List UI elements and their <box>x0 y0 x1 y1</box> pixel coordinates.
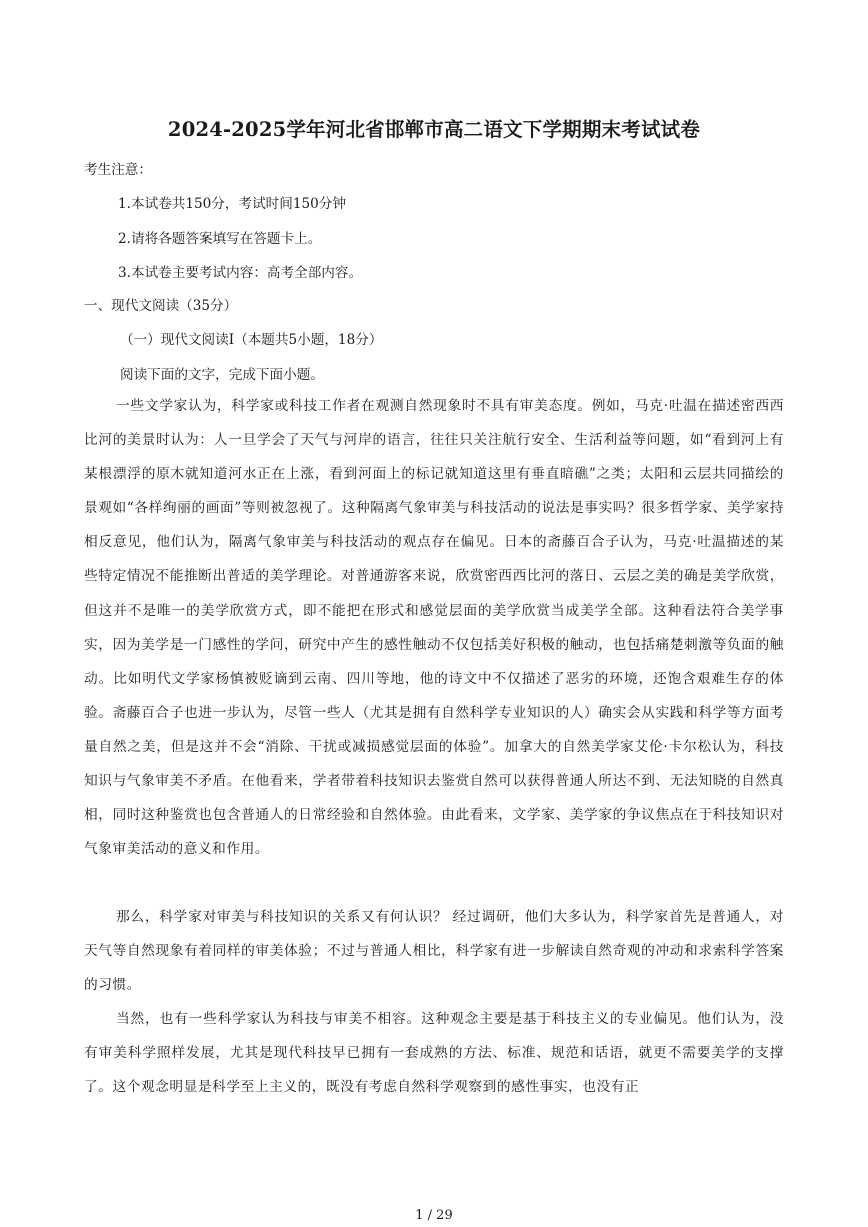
passage-paragraph: 那么，科学家对审美与科技知识的关系又有何认识？ 经过调研，他们大多认为，科学家首先是普通人，对天气等自然现象有着同样的审美体验；不过与普通人相比，科学家有进一步解读自然奇观的冲动和求索科学答案的习惯。 <box>84 909 784 994</box>
exam-title: 2024-2025学年河北省邯郸市高二语文下学期期末考试试卷 <box>167 118 701 141</box>
passage-paragraph: 当然，也有一些科学家认为科技与审美不相容。这种观念主要是基于科技主义的专业偏见。他们认为，没有审美科学照样发展，尤其是现代科技早已拥有一套成熟的方法、标准、规范和话语，就更不需要美学的支撑了。这个观念明显是科学至上主义的，既没有考虑自然科学观察到的感性事实，也没有正 <box>84 1011 784 1096</box>
section-heading: 一、现代文阅读（35分） <box>84 298 238 314</box>
notice-item: 1.本试卷共150分，考试时间150分钟 <box>118 196 346 212</box>
notice-heading: 考生注意： <box>84 162 152 178</box>
sub-section-heading: （一）现代文阅读Ⅰ（本题共5小题，18分） <box>120 332 383 348</box>
passage-paragraph: 一些文学家认为，科学家或科技工作者在观测自然现象时不具有审美态度。例如，马克·吐温在描述密西西比河的美景时认为：人一旦学会了天气与河岸的语言，往往只关注航行安全、生活利益等问题，如“看到河上有某根漂浮的原木就知道河水正在上涨，看到河面上的标记就知道这里有垂直暗礁”之类；太阳和云层共同描绘的景观如“各样绚丽的画面”等则被忽视了。这种隔离气象审美与科技活动的说法是事实吗？很多哲学家、美学家持相反意见，他们认为，隔离气象审美与科技活动的观点存在偏见。日本的斋藤百合子认为，马克·吐温描述的某些特定情况不能推断出普适的美学理论。对普通游客来说，欣赏密西西比河的落日、云层之美的确是美学欣赏，但这并不是唯一的美学欣赏方式，即不能把在形式和感觉层面的美学欣赏当成美学全部。这种看法符合美学事实，因为美学是一门感性的学问，研究中产生的感性触动不仅包括美好积极的触动，也包括痛楚刺激等负面的触动。比如明代文学家杨慎被贬谪到云南、四川等地，他的诗文中不仅描述了恶劣的环境，还饱含艰难生存的体验。斋藤百合子也进一步认为，尽管一些人（尤其是拥有自然科学专业知识的人）确实会从实践和科学等方面考量自然之美，但是这并不会“消除、干扰或减损感觉层面的体验”。加拿大的自然美学家艾伦·卡尔松认为，科技知识与气象审美不矛盾。在他看来，学者带着科技知识去鉴赏自然可以获得普通人所达不到、无法知晓的自然真相，同时这种鉴赏也包含普通人的日常经验和自然体验。由此看来，文学家、美学家的争议焦点在于科技知识对气象审美活动的意义和作用。 <box>84 398 784 858</box>
page-number: 1 / 29 <box>415 1208 453 1223</box>
notice-item: 3.本试卷主要考试内容：高考全部内容。 <box>118 265 363 281</box>
reading-instruction: 阅读下面的文字，完成下面小题。 <box>120 367 324 383</box>
notice-item: 2.请将各题答案填写在答题卡上。 <box>118 231 322 247</box>
